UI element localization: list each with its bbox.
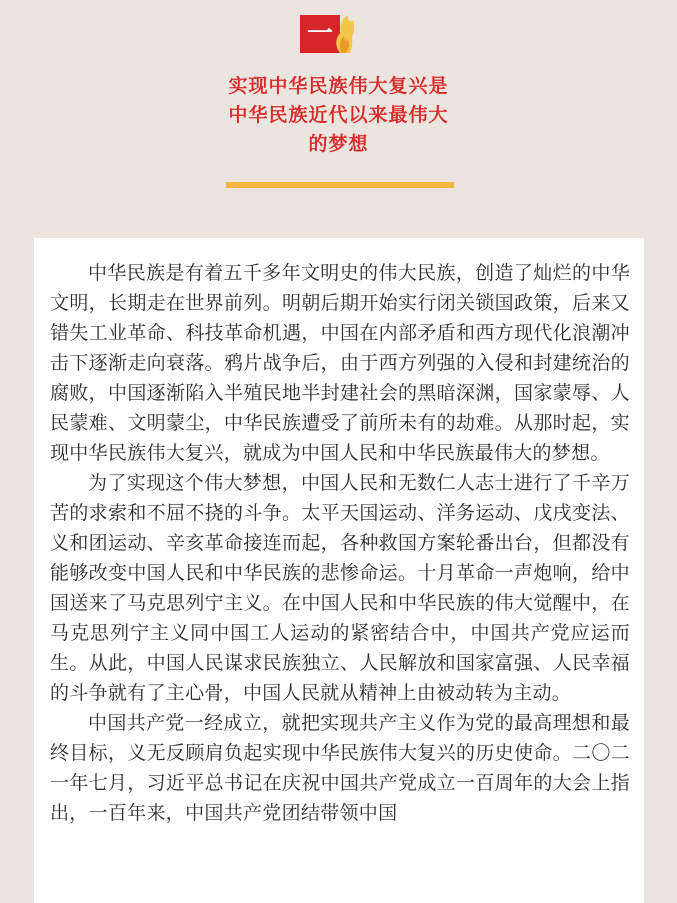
flame-ornament-icon [332,13,358,55]
title-underline [226,182,454,188]
article-card [34,238,644,903]
section-title-line-2: 中华民族近代以来最伟大 [228,104,449,126]
section-title [0,72,677,159]
section-number: 一 [300,15,340,53]
article-paragraph-1: 中华民族是有着五千多年文明史的伟大民族，创造了灿烂的中华文明，长期走在世界前列。明朝后期开始实行闭关锁国政策，后来又错失工业革命、科技革命机遇，中国在内部矛盾和西方现代化浪潮冲击下逐渐走向衰落。鸦片战争后，由于西方列强的入侵和封建统治的腐败，中国逐渐陷入半殖民地半封建社会的黑暗深渊，国家蒙辱、人民蒙难、文明蒙尘，中华民族遭受了前所未有的劫难。从那时起，实现中华民族伟大复兴，就成为中国人民和中华民族最伟大的梦想。 [50,262,630,464]
article-body [50,258,630,828]
section-title-line-3: 的梦想 [308,133,369,155]
article-paragraph-3: 中国共产党一经成立，就把实现共产主义作为党的最高理想和最终目标，义无反顾肩负起实现中华民族伟大复兴的历史使命。二〇二一年七月，习近平总书记在庆祝中国共产党成立一百周年的大会上指出，一百年来，中国共产党团结带领中国 [50,712,630,824]
article-paragraph-2: 为了实现这个伟大梦想，中国人民和无数仁人志士进行了千辛万苦的求索和不屈不挠的斗争。太平天国运动、洋务运动、戊戌变法、义和团运动、辛亥革命接连而起，各种救国方案轮番出台，但都没有能够改变中国人民和中华民族的悲惨命运。十月革命一声炮响，给中国送来了马克思列宁主义。在中国人民和中华民族的伟大觉醒中，在马克思列宁主义同中国工人运动的紧密结合中，中国共产党应运而生。从此，中国人民谋求民族独立、人民解放和国家富强、人民幸福的斗争就有了主心骨，中国人民就从精神上由被动转为主动。 [50,472,630,704]
section-title-line-1: 实现中华民族伟大复兴是 [228,75,449,97]
section-number-badge [300,13,356,55]
